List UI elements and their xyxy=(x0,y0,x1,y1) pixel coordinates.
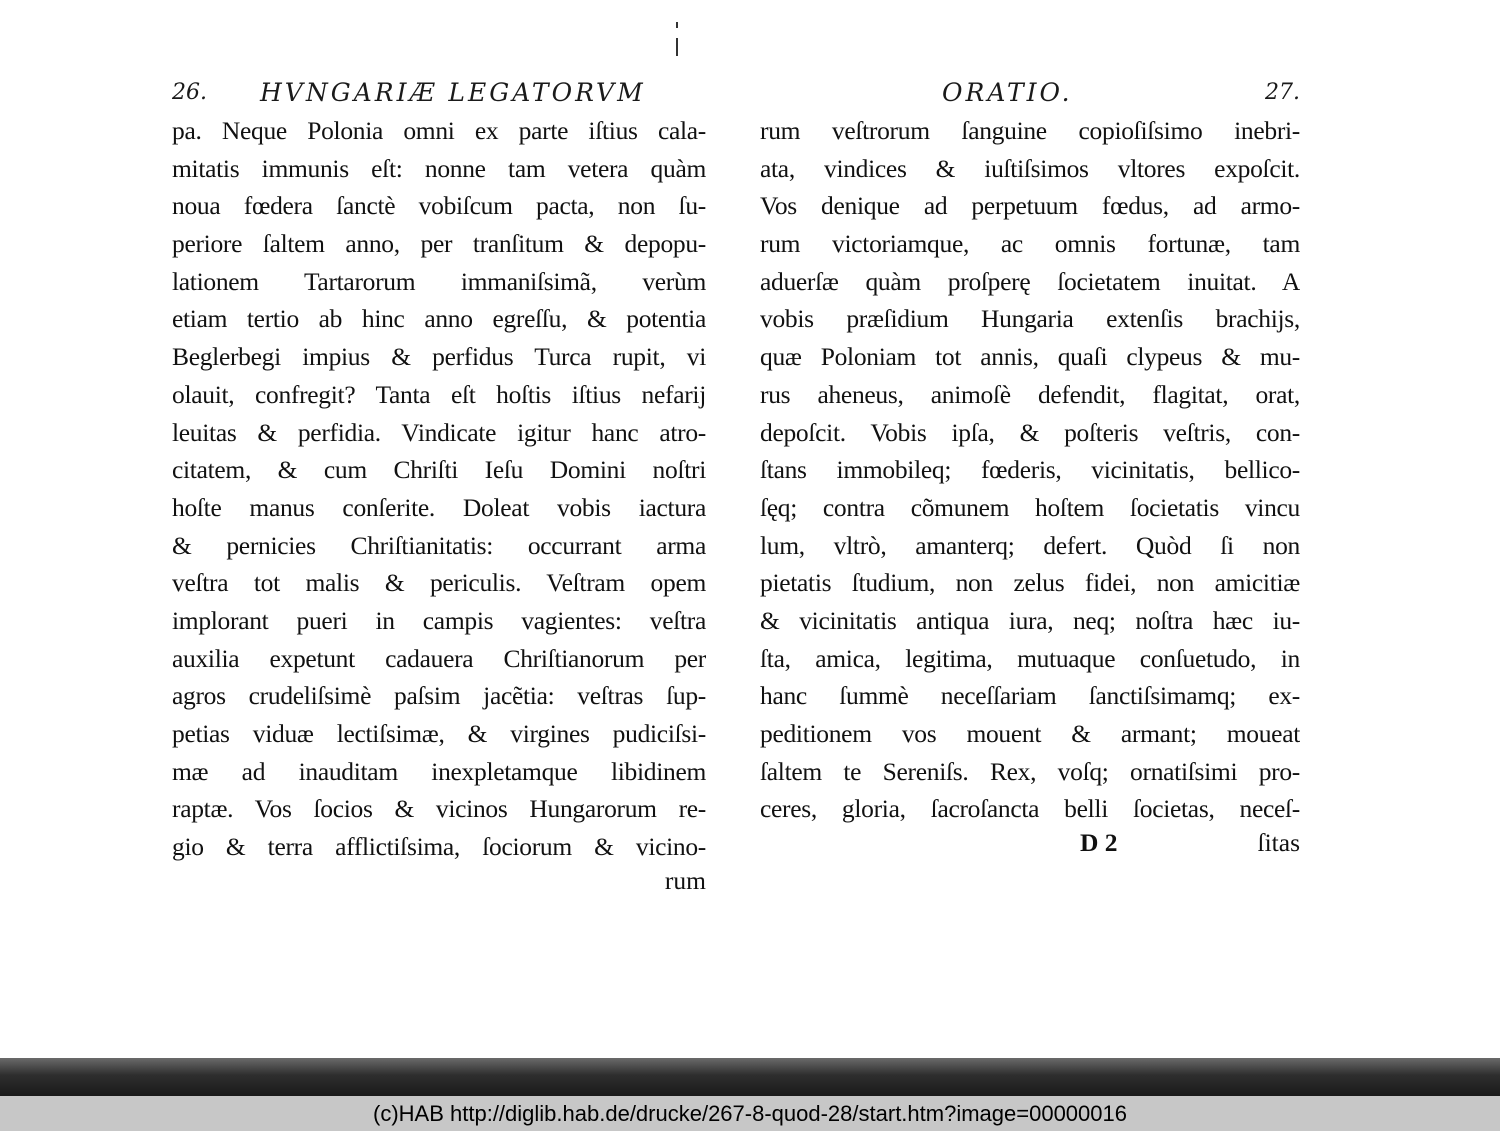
text-line: & vicinitatis antiqua iura, neq; noſtra hæc iu- xyxy=(760,605,1300,635)
copyright-footer: (c)HAB http://diglib.hab.de/drucke/267-8-quod-28/start.htm?image=00000016 xyxy=(0,1096,1500,1131)
text-line: aduerſæ quàm proſperę ſocietatem inuitat. A xyxy=(760,266,1300,296)
text-line: rus aheneus, animoſè defendit, flagitat, orat, xyxy=(760,379,1300,409)
text-line: mitatis immunis eſt: nonne tam vetera quàm xyxy=(172,153,706,183)
text-line: Beglerbegi impius & perfidus Turca rupit, vi xyxy=(172,342,706,372)
text-line: petias viduæ lectiſsimæ, & virgines pudiciſsi- xyxy=(172,719,706,748)
text-line: ſtans immobileq; fœderis, vicinitatis, bellico- xyxy=(760,455,1300,485)
text-line: pa. Neque Polonia omni ex parte iſtius cala- xyxy=(172,116,706,145)
gutter-mark xyxy=(676,22,679,70)
right-text-block xyxy=(760,112,1300,828)
text-line: & pernicies Chriſtianitatis: occurrant arma xyxy=(172,530,706,560)
left-text-block xyxy=(172,112,706,866)
left-catchword: rum xyxy=(664,865,706,895)
text-line: ſta, amica, legitima, mutuaque conſuetudo, in xyxy=(760,643,1300,673)
left-page-foot xyxy=(172,866,706,903)
text-line: vobis præſidium Hungaria extenſis brachijs, xyxy=(760,304,1300,334)
text-line: depoſcit. Vobis ipſa, & poſteris veſtris, con- xyxy=(760,417,1300,447)
text-line: Vos denique ad perpetuum fœdus, ad armo- xyxy=(760,191,1300,221)
signature-mark: D 2 xyxy=(1080,828,1118,858)
left-page xyxy=(172,78,706,903)
left-running-head-title: HVNGARIÆ LEGATORVM xyxy=(260,78,646,107)
text-line: implorant pueri in campis vagientes: veſtra xyxy=(172,605,706,635)
right-running-head-title: ORATIO. xyxy=(942,78,1073,107)
scan-edge-band xyxy=(0,1058,1500,1096)
text-line: quæ Poloniam tot annis, quaſi clypeus & mu- xyxy=(760,342,1300,372)
right-page-foot xyxy=(760,828,1300,865)
text-line: ceres, gloria, ſacroſancta belli ſocietas, neceſ- xyxy=(760,794,1300,824)
text-line: mæ ad inauditam inexpletamque libidinem xyxy=(172,756,706,786)
text-line: veſtra tot malis & periculis. Veſtram opem xyxy=(172,568,706,598)
text-line: rum victoriamque, ac omnis fortunæ, tam xyxy=(760,229,1300,259)
text-line: hoſte manus conſerite. Doleat vobis iactura xyxy=(172,492,706,522)
text-line: citatem, & cum Chriſti Ieſu Domini noſtri xyxy=(172,455,706,485)
left-running-head xyxy=(172,78,706,112)
text-line: periore ſaltem anno, per tranſitum & depopu- xyxy=(172,229,706,259)
text-line: olauit, confregit? Tanta eſt hoſtis iſtius nefarij xyxy=(172,379,706,409)
text-line: ata, vindices & iuſtiſsimos vltores expoſcit. xyxy=(760,153,1300,183)
text-line: rum veſtrorum ſanguine copioſiſsimo inebri- xyxy=(760,116,1300,145)
text-line: hanc ſummè neceſſariam ſanctiſsimamq; ex- xyxy=(760,681,1300,711)
left-page-number: 26. xyxy=(172,80,207,105)
right-page xyxy=(760,78,1300,865)
right-catchword: ſitas xyxy=(1257,828,1300,858)
text-line: leuitas & perfidia. Vindicate igitur hanc atro- xyxy=(172,417,706,447)
right-running-head xyxy=(760,78,1300,112)
text-line: ſaltem te Sereniſs. Rex, voſq; ornatiſsimi pro- xyxy=(760,756,1300,786)
text-line: pietatis ſtudium, non zelus fidei, non amicitiæ xyxy=(760,568,1300,598)
text-line: ſęq; contra cõmunem hoſtem ſocietatis vincu xyxy=(760,492,1300,522)
right-page-number: 27. xyxy=(1265,80,1300,105)
text-line: auxilia expetunt cadauera Chriſtianorum per xyxy=(172,643,706,673)
text-line: gio & terra afflictiſsima, ſociorum & vicino- xyxy=(172,832,706,862)
text-line: lationem Tartarorum immaniſsimã, verùm xyxy=(172,266,706,296)
text-line: agros crudeliſsimè paſsim jacẽtia: veſtras ſup- xyxy=(172,681,706,711)
text-line: noua fœdera ſanctè vobiſcum pacta, non ſu- xyxy=(172,191,706,221)
text-line: raptæ. Vos ſocios & vicinos Hungarorum re- xyxy=(172,794,706,824)
text-line: etiam tertio ab hinc anno egreſſu, & potentia xyxy=(172,304,706,334)
text-line: lum, vltrò, amanterq; defert. Quòd ſi non xyxy=(760,530,1300,560)
text-line: peditionem vos mouent & armant; moueat xyxy=(760,719,1300,748)
